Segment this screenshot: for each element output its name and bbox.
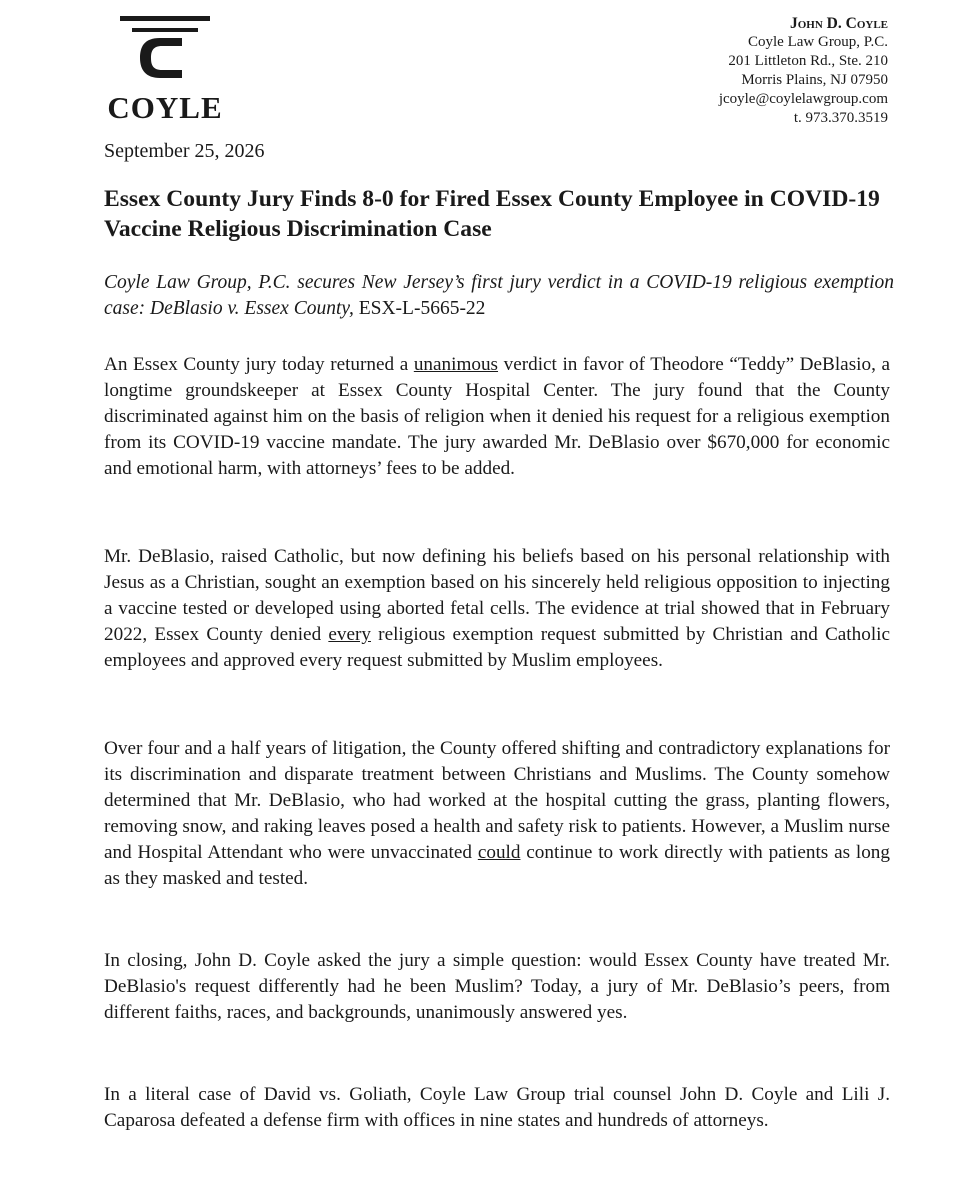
letterhead bbox=[719, 14, 888, 128]
attorney-name: John D. Coyle bbox=[790, 15, 888, 32]
subheadline-italic: Coyle Law Group, P.C. secures New Jersey’s first jury verdict in a COVID-19 religious exemption case: DeBlasio v. Essex County, bbox=[104, 272, 894, 319]
headline: Essex County Jury Finds 8-0 for Fired Essex County Employee in COVID-19 Vaccine Religious Discrimination Case bbox=[104, 186, 880, 242]
column-capital-icon bbox=[120, 14, 210, 86]
paragraph-text: religious exemption request submitted by Christian and Catholic employees and approved every request submitted by Muslim employees. bbox=[104, 624, 890, 671]
logo-wordmark: COYLE bbox=[107, 90, 223, 125]
address-line-2: Morris Plains, NJ 07950 bbox=[741, 72, 888, 88]
underlined-word: unanimous bbox=[413, 354, 499, 375]
paragraph-litigation bbox=[104, 736, 890, 892]
underlined-word: could bbox=[477, 842, 521, 863]
paragraph-closing: In closing, John D. Coyle asked the jury a simple question: would Essex County have treated Mr. DeBlasio's request differently had he been Muslim? Today, a jury of Mr. DeBlasio’s peers, from different faiths, races, and backgrounds, unanimously answered yes. bbox=[104, 950, 890, 1023]
paragraph-text: continue to work directly with patients as long as they masked and tested. bbox=[104, 842, 890, 889]
release-date: September 25, 2026 bbox=[104, 140, 265, 162]
address-line-1: 201 Littleton Rd., Ste. 210 bbox=[728, 53, 888, 69]
phone-number: t. 973.370.3519 bbox=[793, 110, 888, 126]
email-address: jcoyle@coylelawgroup.com bbox=[718, 91, 888, 107]
docket-number: ESX-L-5665-22 bbox=[353, 298, 486, 319]
paragraph-text: An Essex County jury today returned a bbox=[104, 354, 414, 375]
paragraph-verdict bbox=[104, 352, 890, 482]
subheadline bbox=[104, 270, 894, 322]
underlined-word: every bbox=[328, 624, 371, 645]
firm-logo bbox=[104, 14, 226, 124]
paragraph-text: Over four and a half years of litigation, the County offered shifting and contradictory explanations for its discrimination and disparate treatment between Christians and Muslims. The County somehow determined that Mr. DeBlasio, who had worked at the hospital cutting the grass, planting flowers, removing snow, and raking leaves posed a health and safety risk to patients. However, a Muslim nurse and Hospital Attendant who were unvaccinated bbox=[104, 738, 890, 863]
firm-name: Coyle Law Group, P.C. bbox=[748, 34, 888, 50]
paragraph-counsel: In a literal case of David vs. Goliath, Coyle Law Group trial counsel John D. Coyle and Lili J. Caparosa defeated a defense firm with offices in nine states and hundreds of attorneys. bbox=[104, 1084, 890, 1131]
paragraph-text: Mr. DeBlasio, raised Catholic, but now defining his beliefs based on his personal relationship with Jesus as a Christian, sought an exemption based on his sincerely held religious opposition to injecting a vaccine tested or developed using aborted fetal cells. The evidence at trial showed that in February 2022, Essex County denied bbox=[104, 546, 890, 645]
paragraph-exemption bbox=[104, 544, 890, 674]
paragraph-text: verdict in favor of Theodore “Teddy” DeBlasio, a longtime groundskeeper at Essex County Hospital Center. The jury found that the County discriminated against him on the basis of religion when it denied his request for a religious exemption from its COVID-19 vaccine mandate. The jury awarded Mr. DeBlasio over $670,000 for economic and emotional harm, with attorneys’ fees to be added. bbox=[104, 354, 890, 479]
